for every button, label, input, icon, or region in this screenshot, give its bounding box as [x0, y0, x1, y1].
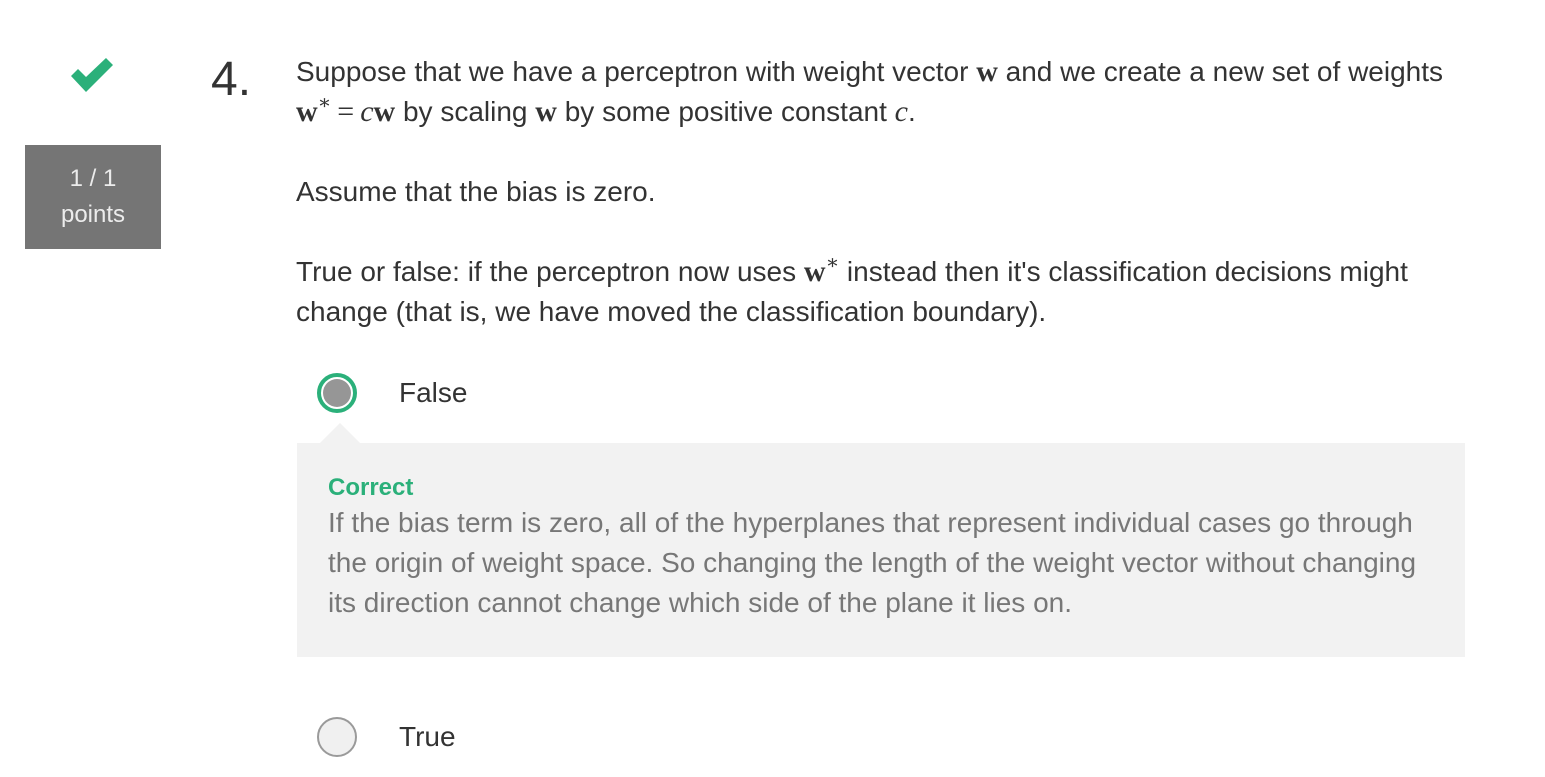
- option-true-label: True: [399, 721, 456, 752]
- option-false-label: False: [399, 377, 468, 408]
- radio-true[interactable]: [317, 717, 357, 757]
- question-prompt: True or false: if the perceptron now uses w∗ instead then it's classification decisions might change (that is, we have moved the classification boundary).: [296, 252, 1408, 327]
- option-false[interactable]: [317, 373, 467, 413]
- feedback-pointer: [320, 423, 360, 443]
- score-value: 1 / 1: [69, 165, 117, 192]
- check-icon: [68, 56, 116, 96]
- score-unit: points: [60, 201, 126, 228]
- question-statement: Suppose that we have a perceptron with weight vector w and we create a new set of weights w∗ = cw by scaling w by some positive constant c.: [296, 55, 1444, 128]
- question-body: [296, 52, 1466, 372]
- radio-false[interactable]: [317, 373, 357, 413]
- feedback-text: If the bias term is zero, all of the hyperplanes that represent individual cases go through the origin of weight space. So changing the length of the weight vector without changing its direction cannot change which side of the plane it lies on.: [328, 507, 1417, 618]
- feedback-title: Correct: [328, 474, 414, 501]
- option-true[interactable]: [317, 717, 456, 757]
- score-badge: [25, 145, 161, 249]
- question-assumption: Assume that the bias is zero.: [296, 176, 656, 207]
- feedback-panel: [297, 443, 1465, 657]
- question-number: 4.: [211, 53, 252, 106]
